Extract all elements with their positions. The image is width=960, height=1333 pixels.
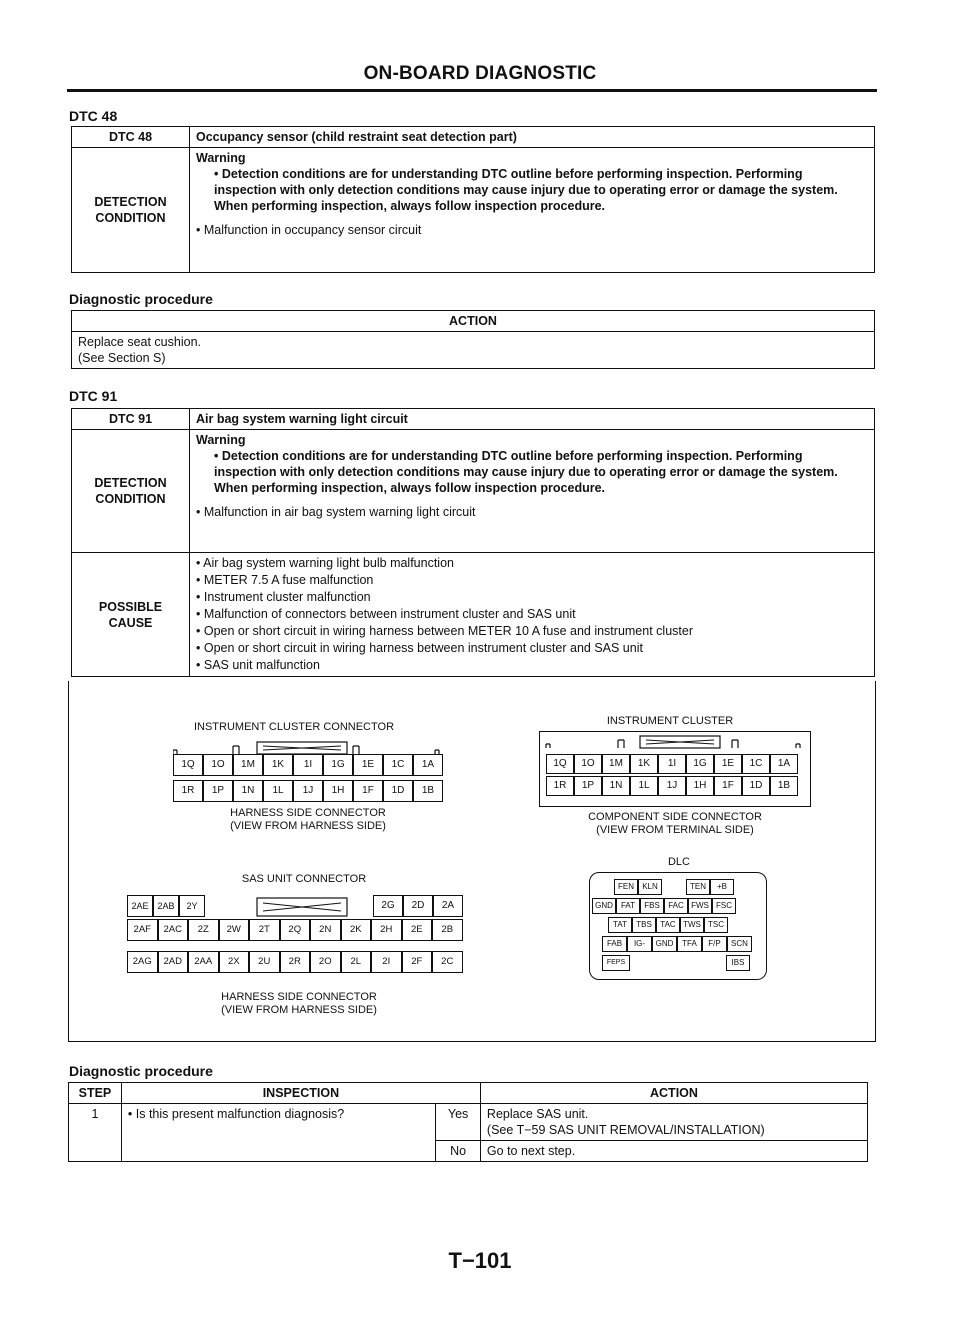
dtc48-detection-label: DETECTION CONDITION xyxy=(72,148,190,273)
connector-pin: FEN xyxy=(614,879,638,895)
connector-pin: 1O xyxy=(203,754,233,776)
connector-pin: 1Q xyxy=(173,754,203,776)
connector-pin: 1H xyxy=(686,776,714,796)
proc2-table xyxy=(68,1082,868,1162)
connector-pin: TWS xyxy=(680,917,704,933)
connector-pin: 1L xyxy=(263,780,293,802)
connector-pin: 1P xyxy=(203,780,233,802)
connector-pin: 2E xyxy=(402,919,433,941)
proc1-action-line1: Replace seat cushion. xyxy=(78,335,201,349)
dtc48-name: Occupancy sensor (child restraint seat detection part) xyxy=(190,127,875,148)
connector-pin: 1F xyxy=(714,776,742,796)
connector-pin: 1I xyxy=(658,754,686,774)
connector-pin: 2I xyxy=(371,951,402,973)
dtc91-cause-label: POSSIBLE CAUSE xyxy=(72,553,190,677)
connector-pin: 1C xyxy=(742,754,770,774)
dtc48-warning-title: Warning xyxy=(196,151,246,165)
title-rule xyxy=(67,89,877,92)
dtc48-condition: • Malfunction in occupancy sensor circuit xyxy=(196,223,422,237)
connector-pin: 2Q xyxy=(280,919,311,941)
connector-pin: 1G xyxy=(686,754,714,774)
ic-caption xyxy=(535,811,815,837)
dlc-connector xyxy=(589,872,767,980)
ic-caption-2: (VIEW FROM TERMINAL SIDE) xyxy=(596,824,754,836)
connector-pin: 2AF xyxy=(127,919,158,941)
connector-pin: 2T xyxy=(249,919,280,941)
sas-caption-2: (VIEW FROM HARNESS SIDE) xyxy=(221,1004,377,1016)
connector-pin: FAT xyxy=(616,898,640,914)
connector-pin: 2Z xyxy=(188,919,219,941)
proc2-yes-action xyxy=(480,1104,867,1141)
connector-pin: 1A xyxy=(770,754,798,774)
connector-pin: 1B xyxy=(413,780,443,802)
connector-pin: 2N xyxy=(310,919,341,941)
connector-pin: 1A xyxy=(413,754,443,776)
connector-pin: TSC xyxy=(704,917,728,933)
connector-pin: 1M xyxy=(602,754,630,774)
proc1-table xyxy=(71,310,875,369)
connector-pin: 2W xyxy=(219,919,250,941)
dtc91-warning-text: • Detection conditions are for understanding DTC outline before performing inspection. Performing inspection with only detection conditions may cause injury due to operating error or damage the system. When performing inspection, always follow inspection procedure. xyxy=(214,449,838,495)
icc-connector xyxy=(173,738,443,804)
proc2-inspection: • Is this present malfunction diagnosis? xyxy=(121,1104,435,1162)
connector-pin: 1Q xyxy=(546,754,574,774)
connector-pin: 1O xyxy=(574,754,602,774)
connector-pin: 2K xyxy=(341,919,372,941)
proc2-col-step: STEP xyxy=(69,1083,122,1104)
proc2-no-action: Go to next step. xyxy=(480,1141,867,1162)
connector-pin: FEPS xyxy=(602,955,630,971)
connector-pin: FBS xyxy=(640,898,664,914)
dtc91-causes-cell xyxy=(190,553,875,677)
sas-caption xyxy=(179,991,419,1017)
connector-pin: 1E xyxy=(714,754,742,774)
cause-item: • Instrument cluster malfunction xyxy=(196,589,868,606)
connector-pin: 1E xyxy=(353,754,383,776)
connector-pin: 2AG xyxy=(127,951,158,973)
proc2-heading: Diagnostic procedure xyxy=(69,1063,213,1079)
dtc91-detection-label: DETECTION CONDITION xyxy=(72,430,190,553)
connector-pin: KLN xyxy=(638,879,662,895)
proc1-action-line2: (See Section S) xyxy=(78,351,166,365)
connector-pin: TAT xyxy=(608,917,632,933)
proc2-no: No xyxy=(436,1141,481,1162)
dtc48-detection-cell xyxy=(190,148,875,273)
proc2-yes-action-2: (See T−59 SAS UNIT REMOVAL/INSTALLATION) xyxy=(486,1123,765,1137)
connector-pin: 2Y xyxy=(179,895,205,917)
connector-pin: SCN xyxy=(727,936,752,952)
connector-pin: GND xyxy=(652,936,677,952)
connector-pin: FAC xyxy=(664,898,688,914)
connector-pin: 1L xyxy=(630,776,658,796)
connector-pin: TBS xyxy=(632,917,656,933)
page-title: ON-BOARD DIAGNOSTIC xyxy=(363,63,597,84)
connector-pin: 2U xyxy=(249,951,280,973)
connector-pin: 1R xyxy=(173,780,203,802)
connector-pin: 1J xyxy=(658,776,686,796)
connector-pin: TFA xyxy=(677,936,702,952)
cause-item: • Malfunction of connectors between instrument cluster and SAS unit xyxy=(196,606,868,623)
proc1-action-cell xyxy=(72,332,875,369)
dtc48-code: DTC 48 xyxy=(72,127,190,148)
dtc91-table xyxy=(71,408,875,677)
cause-item: • SAS unit malfunction xyxy=(196,657,868,674)
connector-pin: 1H xyxy=(323,780,353,802)
dtc48-heading: DTC 48 xyxy=(69,108,118,124)
connector-pin: 1K xyxy=(630,754,658,774)
icc-title: INSTRUMENT CLUSTER CONNECTOR xyxy=(193,721,395,733)
connector-pin: +B xyxy=(710,879,734,895)
connector-pin xyxy=(662,879,686,895)
connector-pin: 2A xyxy=(433,895,463,917)
proc2-yes-action-1: Replace SAS unit. xyxy=(486,1107,589,1121)
connector-pin: 2D xyxy=(403,895,433,917)
connector-pin: 1D xyxy=(383,780,413,802)
connector-pin: 2F xyxy=(402,951,433,973)
icc-caption xyxy=(173,807,443,833)
connector-pin: 1R xyxy=(546,776,574,796)
connector-pin: 2AC xyxy=(158,919,189,941)
connector-pin: 2R xyxy=(280,951,311,973)
connector-pin: IBS xyxy=(726,955,750,971)
connector-pin: FSC xyxy=(712,898,736,914)
connector-pin: 1N xyxy=(233,780,263,802)
cause-item: • METER 7.5 A fuse malfunction xyxy=(196,572,868,589)
ic-connector xyxy=(539,731,811,807)
dtc91-name: Air bag system warning light circuit xyxy=(190,409,875,430)
proc1-heading: Diagnostic procedure xyxy=(69,291,213,307)
dtc91-detection-cell xyxy=(190,430,875,553)
cause-item: • Open or short circuit in wiring harness between METER 10 A fuse and instrument cluster xyxy=(196,623,868,640)
diagram-area xyxy=(68,681,876,1042)
connector-pin: 2AB xyxy=(153,895,179,917)
connector-pin: IG- xyxy=(627,936,652,952)
connector-pin: 1K xyxy=(263,754,293,776)
dtc91-warning-title: Warning xyxy=(196,433,246,447)
connector-pin: 2G xyxy=(373,895,403,917)
connector-pin: 2H xyxy=(371,919,402,941)
dtc91-heading: DTC 91 xyxy=(69,388,118,404)
connector-pin: FAB xyxy=(602,936,627,952)
connector-pin: 1I xyxy=(293,754,323,776)
connector-pin: 2O xyxy=(310,951,341,973)
proc1-action-header: ACTION xyxy=(72,311,875,332)
page-number: T−101 xyxy=(448,1248,512,1273)
ic-title: INSTRUMENT CLUSTER xyxy=(606,715,734,727)
connector-pin: 2AD xyxy=(158,951,189,973)
connector-pin: FWS xyxy=(688,898,712,914)
sas-connector xyxy=(127,895,467,981)
dtc48-warning-text: • Detection conditions are for understanding DTC outline before performing inspection. Performing inspection with only detection conditions may cause injury due to operating error or damage the system. When performing inspection, always follow inspection procedure. xyxy=(214,167,838,213)
sas-caption-1: HARNESS SIDE CONNECTOR xyxy=(221,991,377,1003)
connector-pin: 2B xyxy=(432,919,463,941)
connector-pin: 1C xyxy=(383,754,413,776)
dtc48-table xyxy=(71,126,875,273)
cause-item: • Open or short circuit in wiring harness between instrument cluster and SAS unit xyxy=(196,640,868,657)
connector-pin: 2AA xyxy=(188,951,219,973)
dtc91-condition: • Malfunction in air bag system warning light circuit xyxy=(196,505,476,519)
connector-pin: TEN xyxy=(686,879,710,895)
sas-title: SAS UNIT CONNECTOR xyxy=(241,873,367,885)
dtc91-code: DTC 91 xyxy=(72,409,190,430)
connector-pin: 1B xyxy=(770,776,798,796)
connector-pin: 2L xyxy=(341,951,372,973)
connector-pin: 1P xyxy=(574,776,602,796)
icc-caption-2: (VIEW FROM HARNESS SIDE) xyxy=(230,820,386,832)
dlc-title: DLC xyxy=(667,856,690,868)
icc-caption-1: HARNESS SIDE CONNECTOR xyxy=(230,807,386,819)
connector-pin: 2X xyxy=(219,951,250,973)
ic-caption-1: COMPONENT SIDE CONNECTOR xyxy=(588,811,762,823)
proc2-col-action: ACTION xyxy=(480,1083,867,1104)
proc2-col-inspection: INSPECTION xyxy=(121,1083,480,1104)
connector-pin: TAC xyxy=(656,917,680,933)
proc2-step: 1 xyxy=(69,1104,122,1162)
connector-pin: 2AE xyxy=(127,895,153,917)
connector-pin: 1J xyxy=(293,780,323,802)
cause-item: • Air bag system warning light bulb malfunction xyxy=(196,555,868,572)
connector-pin: GND xyxy=(592,898,616,914)
connector-pin: F/P xyxy=(702,936,727,952)
proc2-yes: Yes xyxy=(436,1104,481,1141)
connector-pin: 1N xyxy=(602,776,630,796)
connector-pin: 1F xyxy=(353,780,383,802)
connector-pin: 1M xyxy=(233,754,263,776)
connector-pin: 1D xyxy=(742,776,770,796)
connector-pin: 2C xyxy=(432,951,463,973)
connector-pin: 1G xyxy=(323,754,353,776)
